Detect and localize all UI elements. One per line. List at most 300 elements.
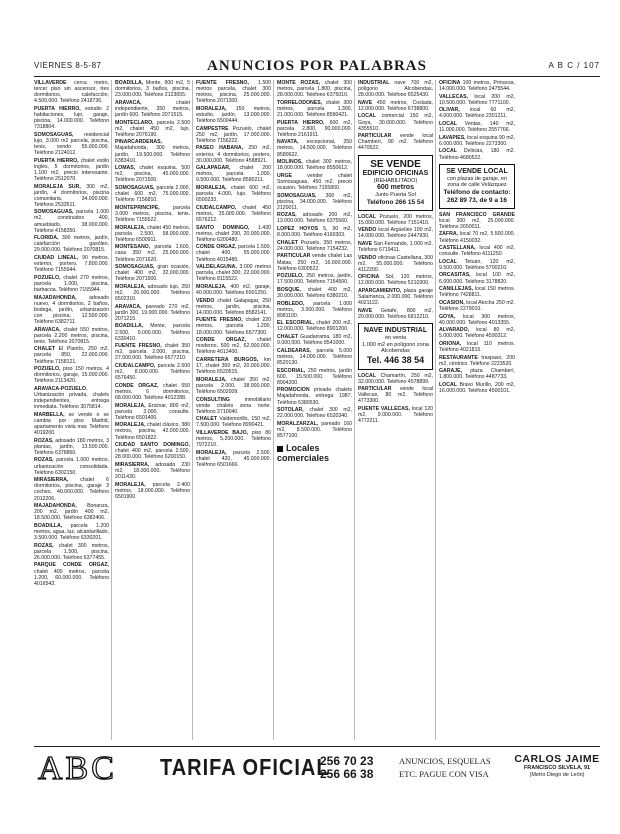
- column-5: [358, 80, 436, 740]
- ad-text: comercial 150 m2, Goya, 30.000.000. Teléfono 4355510.: [358, 113, 433, 132]
- classified-ad: [358, 373, 433, 385]
- office-ad-size: 600 metros: [377, 184, 414, 192]
- ad-keyword: CHALET: [196, 416, 220, 423]
- ad-text: adosado nuevo, 4 dormitorios, 2 baños, bodega, jardín, urbanización con piscina, 12.500.000. Teléfono 6382711.: [34, 294, 109, 325]
- ad-text: Encinar, 800 m2, parcela 3.000, consulte. Teléfono 6501400.: [115, 402, 190, 421]
- ad-text: Monte, parcela 2.500, 9.000.000. Teléfono 6330410.: [115, 323, 190, 342]
- ad-keyword: PARTICULAR: [277, 253, 313, 260]
- classified-ad: [196, 416, 271, 428]
- ad-text: local 300 metros, 40.000.000. Teléfono 4013355.: [439, 313, 515, 326]
- classified-ad: [115, 165, 190, 183]
- classified-ad: [358, 308, 433, 320]
- office-ad-title: SE VENDE: [370, 158, 421, 170]
- ad-text: chalet 200 m2, 12.000.000. Teléfono 8901200.: [277, 320, 352, 333]
- ad-text: 300 m2, jardín, 4 dormitorios, piscina comunitaria, 34.000.000. Teléfono 2533511.: [34, 183, 109, 208]
- footer-note-1: ANUNCIOS, ESQUELAS: [399, 756, 491, 766]
- ad-text: 250 m2, exterior, 4 dormitorios, portero, 30.000.000. Teléfono 4588921.: [196, 145, 271, 164]
- classified-ad: [277, 212, 352, 224]
- classified-ad: [34, 184, 109, 208]
- classified-ad: [115, 100, 190, 118]
- classified-ad: [439, 368, 515, 380]
- classified-ad: [439, 80, 515, 92]
- classified-ad: [277, 421, 352, 439]
- ad-text: chalet 450 metros, 35.000.000. Teléfono 6576212.: [196, 204, 271, 223]
- ad-keyword: LOCAL: [358, 213, 380, 220]
- ad-text: local 150 metros. Teléfono 7428811.: [439, 286, 515, 299]
- ad-keyword: CIUDALCAMPO,: [196, 204, 243, 211]
- classified-ad: [358, 113, 433, 131]
- column-5-ads-bottom: [358, 373, 433, 425]
- ad-text: chalet 350 m2, parcela 2.000, piscina, 27.000.000. Teléfono 6577210.: [115, 343, 190, 362]
- ad-keyword: NAVE: [358, 240, 374, 247]
- classified-ad: [34, 503, 109, 521]
- ad-text: 1.500 metros parcela, chalet 300 metros, piscina, 25.000.000. Teléfono 2071300.: [196, 80, 271, 105]
- classified-ad: [115, 205, 190, 223]
- ad-text: local 110 metros. Teléfono 4021815.: [439, 340, 515, 353]
- ad-keyword: ARAVACA-POZUELO.: [34, 385, 88, 392]
- classified-ad: [439, 121, 515, 133]
- classified-ad: [439, 341, 515, 353]
- classified-ad: [439, 286, 515, 298]
- industrial-ad-title: NAVE INDUSTRIAL: [363, 327, 428, 335]
- ad-keyword: GALAPAGAR,: [196, 165, 240, 172]
- classified-ad: [277, 387, 352, 405]
- classified-ad: [277, 120, 352, 138]
- ad-keyword: GOYA,: [439, 313, 463, 320]
- ad-text: vende local Chamberí, 90 m2. Teléfono 4470522.: [358, 133, 433, 152]
- classified-ad: [277, 80, 352, 98]
- ad-keyword: CHALET: [277, 334, 301, 341]
- ad-text: adosado 230 m2, 18.000.000. Teléfono 2011430.: [115, 461, 190, 481]
- ad-text: parcela 3.000 metros, piscina, tenis. Teléfono 7155522.: [115, 204, 190, 223]
- ad-keyword: LOPEZ HOYOS: [277, 226, 324, 233]
- ad-text: chalet independiente, 350 metros, jardín 600. Teléfono 2071515.: [115, 99, 190, 118]
- ad-text: local 100 m2, 6.000.000. Teléfono 3178820.: [439, 272, 515, 285]
- ad-keyword: LOCAL: [358, 113, 382, 120]
- ad-keyword: OFICINA: [439, 80, 463, 86]
- classified-ad: [439, 212, 515, 230]
- ad-text: estudio 2 habitaciones, lujo, garaje, piscina, 14.000.000. Teléfono 7318804.: [34, 105, 109, 131]
- ad-keyword: POZUELO,: [277, 273, 307, 280]
- ad-text: plaza garaje Salamanca, 2.000.000. Teléfono 4021122.: [358, 288, 433, 307]
- classified-ad: [277, 348, 352, 366]
- phone-number-2: 256 66 38: [320, 767, 374, 781]
- ad-text: 250 metros, jardín 600, 15.500.000. Teléfono 8904200.: [277, 367, 353, 386]
- ad-text: adosado lujo, 250 m2, 26.000.000. Teléfono 6502310.: [115, 283, 190, 303]
- ad-keyword: LOCAL: [439, 121, 465, 128]
- ad-keyword: CALDEARAS,: [277, 347, 317, 354]
- ad-keyword: VENDO: [358, 227, 379, 234]
- ad-text: inmobiliario vende chalets zona norte. Teléfono 2710040.: [196, 396, 271, 415]
- ad-keyword: ALVARADO,: [439, 327, 477, 334]
- ad-text: Valdemorillo, 150 m2, 7.500.000. Teléfono 8990421.: [196, 416, 271, 429]
- ad-text: chalet 300 metros, parcela 1.800, piscina, 28.000.000. Teléfono 6375010.: [277, 80, 352, 99]
- classified-ad: [34, 523, 109, 541]
- ad-text: 300 metros, jardín, calefacción gasóleo, 29.000.000. Teléfono 2070815.: [34, 235, 109, 254]
- ad-keyword: FLORIDA,: [34, 235, 62, 242]
- ad-keyword: VILLAVERDE: [34, 80, 75, 86]
- ad-text: parcela 1.000 metros, urbanización consolidada. Teléfono 6302150.: [34, 457, 109, 476]
- page-footer: [34, 746, 600, 787]
- classified-ad: [115, 139, 190, 163]
- ad-text: chalet 220 metros, parcela 1.200, 18.000.000. Teléfono 6577300.: [196, 317, 271, 336]
- agency-metro: (Metro Diego de León): [529, 772, 585, 778]
- classified-ad: [277, 240, 352, 252]
- ad-text: Monte, 900 m2, 5 dormitorios, 3 baños, piscina, 23.000.000. Teléfono 2123655.: [115, 80, 190, 99]
- column-6-ads-top: [439, 80, 515, 161]
- ad-text: Urbanización privada, chalets independientes, entrega inmediata. Teléfono 3075814.: [34, 392, 109, 411]
- agency-address: FRANCISCO SILVELA, 91: [523, 765, 591, 771]
- ad-text: Ventas, 140 m2, 11.000.000. Teléfono 2557766.: [439, 121, 515, 134]
- classified-ad: [196, 205, 271, 223]
- column-4: [277, 80, 355, 740]
- ad-text: parcela 1.500, chalet 400, 55.000.000. Teléfono 4015480.: [196, 244, 271, 263]
- classified-ad: [196, 357, 271, 375]
- classified-ad: [196, 337, 271, 355]
- ad-keyword: MIRASIERRA,: [115, 461, 156, 468]
- ad-keyword: PUENTE VALLECAS,: [358, 406, 412, 412]
- ad-text: Bonanza, 200 m2, jardín 400 m2, 18.500.000. Teléfono 6382406.: [34, 503, 109, 522]
- office-ad-subtitle: EDIFICIO OFICINAS: [362, 169, 429, 177]
- office-ad-location: Junto Puerta Sol: [375, 192, 416, 199]
- ad-keyword: MAJADAHONDA,: [34, 294, 90, 301]
- ad-keyword: MORALEJA,: [115, 481, 153, 488]
- ad-keyword: LAVAPIES,: [439, 134, 468, 141]
- ad-text: local 70 m2, 5.500.000. Teléfono 4150032.: [439, 231, 515, 244]
- ad-text: 400 m2, garaje, 40.000.000. Teléfono 6501250.: [196, 283, 271, 296]
- ad-text: chalet 200 metros, parcela 1.000, 9.500.000. Teléfono 8580211.: [196, 165, 271, 184]
- classified-ad: [34, 295, 109, 325]
- classified-ad: [358, 214, 433, 226]
- column-4-ads: [277, 80, 352, 439]
- classified-ad: [34, 80, 109, 104]
- classified-ad: [439, 259, 515, 271]
- ad-keyword: ARAVACA,: [115, 303, 146, 310]
- ad-keyword: CIUDALCAMPO,: [115, 363, 158, 370]
- ad-text: chalet 6 dormitorios, piscina, garaje 3 coches, 40.000.000. Teléfono 2012206.: [34, 477, 109, 502]
- classified-ad: [196, 106, 271, 124]
- ad-text: 300 m2, piscina, 34.000.000. Teléfono 2120011.: [277, 192, 352, 211]
- office-ad-note: (REHABILITADO): [373, 177, 418, 184]
- classified-ad: [358, 288, 433, 306]
- classified-ad: [358, 406, 433, 424]
- ad-text: parcela 1.000 metros, 3.000.000. Teléfono 8981100.: [277, 300, 352, 319]
- ad-keyword: RESTAURANTE: [439, 354, 482, 361]
- ad-keyword: PARTICULAR: [358, 386, 400, 393]
- classified-ad: [196, 397, 271, 415]
- classified-ad: [34, 235, 109, 253]
- classified-ad: [115, 323, 190, 341]
- classified-ad: [439, 272, 515, 284]
- classified-ad: [115, 442, 190, 460]
- industrial-ad-description: 1.000 m2 en polígono zona Alcobendas: [362, 341, 429, 355]
- ad-text: residencial lujo, 3.000 m2 parcela, piscina, tenis, vendo 55.000.000. Teléfono 2124012.: [34, 131, 109, 157]
- tarifa-heading: TARIFA OFICIAL: [160, 755, 330, 781]
- footer-note-2: ETC. PAGUE CON VISA: [399, 769, 489, 779]
- classified-ad: [115, 482, 190, 500]
- ad-keyword: BOADILLA,: [115, 80, 146, 86]
- page-header: [34, 58, 600, 77]
- ad-text: Pozuelo, 200 metros, 15.000.000. Teléfono 7151410.: [358, 213, 433, 226]
- ad-text: vender chalet Somosaguas, 450 m2, precio ocasión. Teléfono 7155800.: [277, 172, 352, 191]
- industrial-ad-subtitle: en venta: [384, 335, 407, 342]
- classified-ad: [277, 368, 352, 386]
- ad-keyword: ORIONA,: [439, 340, 468, 347]
- classified-ad: [439, 300, 515, 312]
- ad-keyword: MAJADAHONDA,: [34, 503, 88, 510]
- ad-text: local 200 m2, 10.500.000. Teléfono 7771100.: [439, 93, 516, 106]
- ad-text: se vende o se cambia por piso Madrid, apartamento vista mar. Teléfono 4019200.: [34, 411, 109, 437]
- classified-ad: [196, 317, 271, 335]
- ad-keyword: VILLAVERDE BAJO,: [196, 429, 252, 436]
- square-bullet-icon: [277, 446, 283, 452]
- contact-phones: [320, 755, 373, 781]
- ad-text: oficinas Castellana, 300 m2, 55.000.000. Teléfono 4112200.: [358, 254, 433, 273]
- ad-text: 250 metros, jardín, 17.500.000. Teléfono 7154500.: [277, 273, 352, 286]
- ad-keyword: MIRASIERRA,: [34, 477, 81, 484]
- ad-text: local Atocha 250 m2. Teléfono 2279010.: [439, 299, 515, 312]
- ad-keyword: NAVE: [358, 99, 377, 106]
- classified-ad: [196, 225, 271, 243]
- ad-text: traspaso, 200 m2, céntrico. Teléfono 2223520.: [439, 354, 515, 367]
- classified-ad: [358, 227, 433, 239]
- office-ad-phone: Teléfono 266 15 54: [366, 198, 425, 206]
- locales-section-heading: Locales comerciales: [277, 443, 330, 464]
- ad-keyword: ARAVACA,: [34, 326, 64, 333]
- ad-text: 5, 90 m2, 8.000.000. Teléfono 4160303.: [277, 226, 352, 239]
- ad-keyword: LOCAL: [358, 372, 381, 379]
- classified-ad: [115, 284, 190, 302]
- ad-keyword: MONTECLARO,: [115, 119, 157, 126]
- ad-keyword: NAVE: [358, 307, 381, 314]
- classified-ad: [34, 412, 109, 436]
- classified-ad: [115, 225, 190, 243]
- ad-text: Chamartín, 250 m2, 32.000.000. Teléfono 4578899.: [358, 372, 433, 385]
- classified-ad: [439, 314, 515, 326]
- ad-text: local esquina 90 m2, 6.000.000. Teléfono 2273300.: [439, 134, 515, 147]
- column-1: [34, 80, 112, 740]
- ad-keyword: LOCAL: [439, 148, 464, 155]
- ad-keyword: PROMOCION: [277, 387, 315, 394]
- ad-text: chalet 600 m2, parcela 4.000, lujo. Teléfono 6500233.: [196, 185, 271, 204]
- ad-keyword: EL ESCORIAL,: [277, 320, 317, 327]
- ad-text: parcela 1.200 metros, agua, luz, alcantarillado, 3.500.000. Teléfono 6330201.: [34, 522, 109, 542]
- classified-ad: [115, 80, 190, 98]
- classified-ad: [358, 241, 433, 253]
- agency-block: [514, 753, 600, 779]
- classified-ad: [439, 355, 515, 367]
- ad-text: chalet 400 m2, 30.000.000. Teléfono 6380210.: [277, 286, 353, 299]
- ad-keyword: VALLECAS,: [439, 93, 475, 100]
- ad-keyword: ARAVACA,: [115, 99, 177, 106]
- ad-text: chalet 300 metros, parcela 1.500, piscina, 26.000.000. Teléfono 6377455.: [34, 542, 109, 561]
- classified-ad: [358, 80, 433, 98]
- ad-text: 150 metros, estudio, jardín, 13.000.000. Teléfono 6500444.: [196, 105, 271, 125]
- classified-ad: [196, 430, 271, 448]
- ad-text: 1.430 metros, chalet 290, 20.000.000. Teléfono 6200480.: [196, 224, 271, 243]
- classified-ad: [115, 462, 190, 480]
- ad-text: chalet esquina, 500 m2, piscina, 45.000.000. Teléfono 2071500.: [115, 165, 190, 184]
- ad-text: Sol, 120 metros, 12.000.000. Teléfono 5210300.: [358, 274, 434, 287]
- ad-text: gran ocasión, chalet 400 m2, 32.000.000. Teléfono 2071900.: [115, 264, 190, 283]
- ad-text: parcela 2.500 m2, 8.000.000. Teléfono 6576450.: [115, 363, 190, 382]
- ad-keyword: FUENTE FRESNO,: [196, 80, 259, 86]
- classified-ad: [196, 145, 271, 163]
- ad-text: chalet 400 metros, parcela 1.200, 60.000.000. Teléfono 4016543.: [34, 568, 109, 587]
- ad-text: chalet 300 metros, parcela 1.300, 21.000.000. Teléfono 8590421.: [277, 99, 352, 118]
- classified-ad: [277, 226, 352, 238]
- classified-ad: [439, 94, 515, 106]
- ad-keyword: CASTELLANA,: [439, 245, 480, 252]
- classified-ad: [439, 148, 515, 160]
- ad-keyword: CARRETERA BURGOS,: [196, 356, 265, 363]
- classified-ad: [34, 346, 109, 364]
- column-6-ads-bottom: [439, 212, 515, 381]
- ad-text: chalet 450 metros, parcela 2.500, 58.000.000. Teléfono 6500911.: [115, 224, 190, 243]
- classified-ad: [277, 287, 352, 299]
- classified-ad: [277, 320, 352, 332]
- ad-text: 600 m2, parcela 2.800, 90.000.000. Teléfono 2161911.: [277, 119, 353, 138]
- ad-text: privada chalets Majadahonda, entrega 1987. Teléfono 6380530.: [277, 387, 352, 406]
- section-title: ANUNCIOS POR PALABRAS: [207, 58, 427, 74]
- ad-keyword: PUERTA HIERRO,: [34, 105, 86, 112]
- ad-text: parcela 2.500 m2, chalet 450 m2, lujo. Teléfono 2076190.: [115, 119, 190, 138]
- classified-ad: [277, 193, 352, 211]
- classified-ad: [196, 185, 271, 203]
- ad-text: cerca metro, tercer piso sin ascensor, tres dormitorios, calefacción, 4.500.000. Teléfono 2418736.: [34, 80, 109, 105]
- office-building-ad: [358, 155, 433, 211]
- ad-text: parcela 5.000 metros, 14.000.000. Teléfono 8520130.: [277, 347, 353, 366]
- ad-keyword: BOADILLA,: [34, 522, 71, 529]
- ad-text: chalet 400 m2, parcela 2.500, 28.000.000. Teléfono 6200150.: [115, 448, 190, 461]
- ad-keyword: VENDO: [196, 297, 218, 304]
- ad-keyword: ROBLEDO,: [277, 300, 314, 307]
- ad-keyword: ROZAS,: [277, 212, 303, 219]
- agency-name: CARLOS JAIME: [514, 753, 600, 765]
- classified-ad: [358, 274, 433, 286]
- ad-keyword: SOMOSAGUAS,: [115, 185, 157, 191]
- ad-text: Pozuelo, chalet 250 m2, jardín, 17.000.000. Teléfono 7156222.: [196, 125, 271, 144]
- classified-ad: [277, 173, 352, 191]
- industrial-ad-phone: Tel. 446 38 54: [366, 354, 425, 365]
- ad-text: Bravo Murillo, 200 m2, 16.000.000. Teléfono 4500101.: [439, 381, 515, 395]
- ad-keyword: PUERTA HIERRO,: [34, 157, 81, 164]
- ad-keyword: MORALEJA,: [115, 224, 148, 231]
- ad-keyword: MORALEJA,: [196, 449, 234, 456]
- abc-logo: ABC: [38, 750, 117, 787]
- ad-keyword: OFICINA: [358, 274, 386, 281]
- ad-keyword: MONTEPRINCIPE,: [115, 204, 173, 211]
- classified-ad: [439, 245, 515, 257]
- column-3: [196, 80, 274, 740]
- ad-text: parcela 2.000, chalet 600 m2, 75.000.000. Teléfono 7156810.: [115, 185, 190, 204]
- classified-ad: [34, 438, 109, 456]
- classified-ad: [34, 132, 109, 156]
- ad-text: local 400 m2, consulte. Teléfono 4111250.: [439, 245, 515, 258]
- ad-keyword: FUENTE FRESNO,: [115, 343, 165, 350]
- ad-text: piso 150 metros, 4 dormitorios, garaje, 15.000.000. Teléfono 2113420.: [34, 366, 109, 385]
- ad-keyword: POZUELO,: [34, 274, 64, 281]
- classified-ad: [115, 383, 190, 401]
- ad-keyword: MORALEJA,: [115, 422, 148, 429]
- ad-keyword: CIUDAD SANTO DOMINGO,: [115, 442, 190, 449]
- ad-keyword: CHALET: [34, 346, 59, 353]
- ad-keyword: OLIVAR,: [439, 107, 470, 114]
- classified-ad: [34, 366, 109, 384]
- ad-keyword: GARAJE,: [439, 368, 471, 375]
- ad-text: piso 80 metros, 5.200.000. Teléfono 7972210.: [196, 429, 271, 449]
- ad-text: 450 metros, Coslada, 12.000.000. Teléfono 6738800.: [358, 99, 433, 112]
- column-6: [439, 80, 517, 740]
- classified-ad: [439, 327, 515, 339]
- ad-text: pareado 160 m2, 8.500.000. Teléfono 8577100.: [277, 420, 352, 439]
- ad-text: chalet 270 metros, parcela 1.000, piscina, barbacoa. Teléfono 7155944.: [34, 274, 109, 293]
- ad-keyword: MORALEJA,: [115, 402, 149, 409]
- ad-keyword: MORALEJA,: [196, 105, 236, 112]
- ad-text: Delicias, 180 m2. Teléfono 4680522.: [439, 148, 515, 161]
- ad-text: plaza Chamberí, 1.800.000. Teléfono 4487733.: [439, 368, 515, 381]
- ad-text: pareado 270 m2, jardín 300, 19.000.000. Teléfono 2071215.: [115, 303, 190, 322]
- ad-text: 100 metros, Princesa, 14.000.000. Teléfono 2475544.: [439, 80, 515, 93]
- ad-keyword: MONTESANO,: [115, 244, 155, 251]
- ad-keyword: MORALEJA,: [196, 376, 231, 383]
- ad-text: chalet 300 metros, 18.000.000. Teléfono 8550612.: [277, 159, 352, 172]
- classified-ad: [34, 255, 109, 273]
- ad-text: local 60 m2, 4.000.000. Teléfono 2301211.: [439, 107, 515, 120]
- ad-keyword: FUENTE FRESNO,: [196, 317, 246, 324]
- ad-text: local 300 m2, 25.000.000. Teléfono 2650011.: [439, 217, 515, 230]
- ad-keyword: ROZAS,: [34, 437, 56, 444]
- ad-keyword: CONSULTING: [196, 396, 245, 403]
- column-2: [115, 80, 193, 740]
- ad-keyword: VALDELAGUNA,: [196, 264, 240, 271]
- ad-text: chalet 350 m2, parcela 2.000, 38.000.000. Teléfono 6502009.: [196, 376, 271, 395]
- column-5-ads-mid: [358, 214, 433, 321]
- ad-keyword: OCASION,: [439, 299, 467, 306]
- footer-notes: [399, 755, 491, 781]
- classified-ad: [34, 457, 109, 475]
- local-sale-ad: [439, 164, 515, 209]
- ad-text: El Plantío, 250 m2, parcela 850, 22.000.000. Teléfono 7158121.: [34, 346, 109, 365]
- classified-ad: [34, 477, 109, 501]
- ad-text: parcela 1.000 m2, construidos 400, amueblado, 38.000.000. Teléfono 4158350.: [34, 209, 109, 234]
- ad-keyword: CONDE ORGAZ,: [196, 244, 238, 251]
- classified-ad: [115, 343, 190, 361]
- classified-ad: [34, 106, 109, 130]
- classified-ad: [34, 209, 109, 233]
- classified-ad: [277, 407, 352, 419]
- ad-text: parcela 1.600, casa 350 m2, 25.000.000. Teléfono 2071620.: [115, 244, 190, 263]
- classified-ad: [34, 543, 109, 561]
- classified-ad: [439, 107, 515, 119]
- ad-text: Majadahonda, 300 metros, jardín, 19.500.000. Teléfono 6383410.: [115, 145, 190, 164]
- ad-text: km 17, chalet 300 m2, 20.000.000. Teléfono 6520515.: [196, 356, 271, 376]
- classified-ad: [196, 264, 271, 282]
- classified-ad: [115, 244, 190, 262]
- classified-ad: [277, 100, 352, 118]
- ad-keyword: CHALET: [277, 239, 301, 246]
- classified-ad: [115, 304, 190, 322]
- ad-text: excepcional, 250 metros, 14.500.000. Teléfono 8580622.: [277, 139, 353, 158]
- ad-keyword: SANTO DOMINGO,: [196, 224, 259, 231]
- ad-keyword: URGE: [277, 172, 308, 179]
- ad-text: chalet Galapagar, 250 metros, jardín, piscina, 14.000.000. Teléfono 8582141.: [196, 297, 271, 316]
- classified-ad: [277, 159, 352, 171]
- ad-text: Getafe, 800 m2, 20.000.000. Teléfono 6812210.: [358, 307, 434, 320]
- ad-text: 3.000 metros parcela, chalet 300, 22.000.000. Teléfono 8115522.: [196, 264, 271, 283]
- classified-ad: [277, 334, 352, 346]
- ad-text: chalet 300 m2, 22.000.000. Teléfono 6520340.: [277, 407, 352, 420]
